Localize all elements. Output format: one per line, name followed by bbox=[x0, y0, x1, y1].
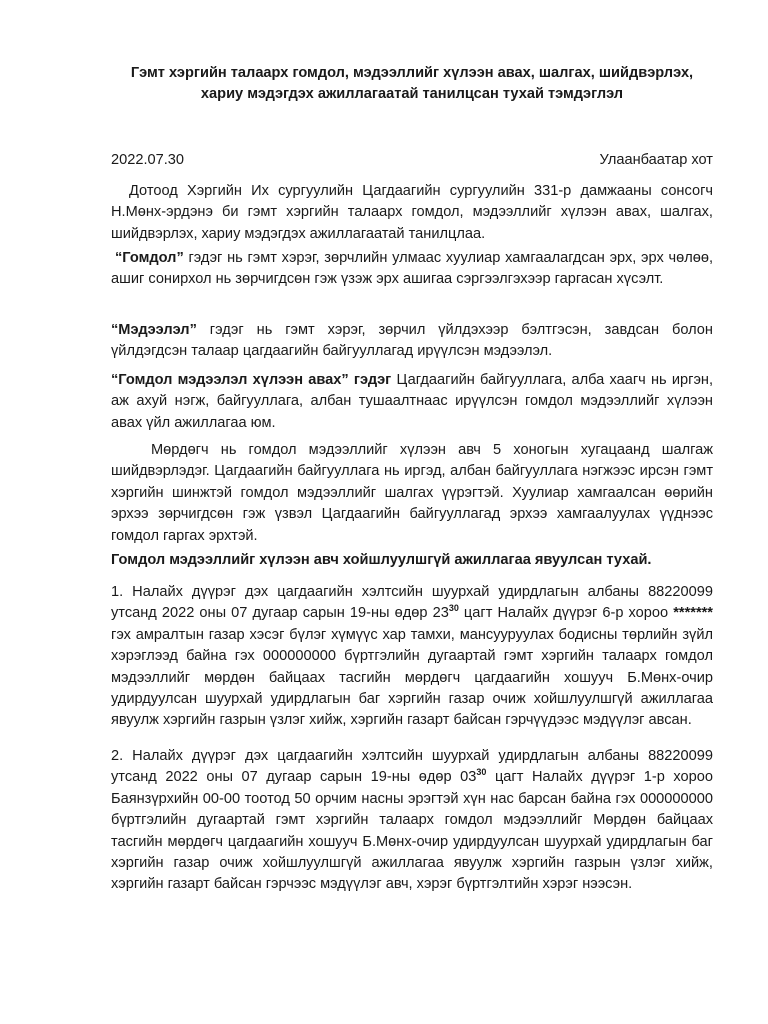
section-heading: Гомдол мэдээллийг хүлээн авч хойшлуулшгүй ажиллагаа явуулсан тухай. bbox=[111, 552, 652, 568]
title-line-1: Гэмт хэргийн талаарх гомдол, мэдээллийг хүлээн авах, шалгах, шийдвэрлэх, bbox=[130, 65, 694, 81]
definition-information-term: “Мэдээлэл” bbox=[111, 322, 197, 338]
case-2-part-1: 2. Налайх дүүрэг дэх цагдаагийн хэлтсийн шуурхай удирдлагын албаны 88220099 утсанд 2022 оны 07 дугаар сарын 19-ны өдөр 03 bbox=[111, 748, 713, 786]
case-1-part-2: цагт Налайх дүүрэг 6-р хороо bbox=[458, 605, 674, 622]
investigator-paragraph: Мөрдөгч нь гомдол мэдээллийг хүлээн авч 5 хоногын хугацаанд шалгаж шийдвэрлэдэг. Цагдаагийн байгууллага нь иргэд, албан байгууллага нэгжээс ирсэн гэмт хэргийн шинжтэй гомдол мэдээллийг шалгах үүрэгтэй. Хуулиар хамгаалсан өөрийн эрхээ зөрчигдсөн гэж үзвэл Цагдаагийн байгууллагад эрхээ хамгаалуулах үүднээс гомдол гаргах эрхтэй. bbox=[111, 442, 713, 544]
definition-complaint bbox=[111, 248, 713, 291]
title-line-2: хариу мэдэгдэх ажиллагаатай танилцсан тухай тэмдэглэл bbox=[200, 86, 624, 102]
definition-receiving-text: Цагдаагийн байгууллага, алба хаагч нь иргэн, аж ахуй нэгж, байгууллага, албан тушаалтнаас ирүүлсэн гомдол мэдээллийг хүлээн авах үйл ажиллагаа юм. bbox=[111, 372, 713, 431]
document-place: Улаанбаатар хот bbox=[599, 152, 713, 168]
case-1-paragraph bbox=[111, 582, 713, 732]
case-1-part-1: 1. Налайх дүүрэг дэх цагдаагийн хэлтсийн шуурхай удирдлагын албаны 88220099 утсанд 2022 оны 07 дугаар сарын 19-ны өдөр 23 bbox=[111, 584, 713, 622]
case-1-masked-name: ******* bbox=[673, 605, 713, 622]
definition-receiving-term: “Гомдол мэдээлэл хүлээн авах” гэдэг bbox=[111, 372, 392, 388]
intro-paragraph: Дотоод Хэргийн Их сургуулийн Цагдаагийн сургуулийн 331-р дамжааны сонсогч Н.Мөнх-эрдэнэ би гэмт хэргийн талаарх гомдол, мэдээллийг хүлээн авах, шалгах, шийдвэрлэх, хариу мэдэгдэх ажиллагаатай танилцлаа. bbox=[111, 183, 713, 242]
case-2-paragraph bbox=[111, 746, 713, 896]
case-1-time-superscript: 30 bbox=[448, 603, 459, 614]
definition-complaint-term: “Гомдол” bbox=[115, 250, 184, 266]
definition-information bbox=[111, 320, 713, 363]
definition-information-text: гэдэг нь гэмт хэрэг, зөрчил үйлдэхээр бэлтгэсэн, завдсан болон үйлдэгдсэн талаар цагдаагийн байгууллагад ирүүлсэн мэдээлэл. bbox=[111, 322, 713, 360]
document-date: 2022.07.30 bbox=[111, 152, 185, 168]
case-2-time-superscript: 30 bbox=[476, 767, 487, 778]
page-title bbox=[111, 63, 713, 105]
case-2-part-2: цагт Налайх дүүрэг 1-р хороо Баянзүрхийн 00-00 тоотод 50 орчим насны эрэгтэй хүн нас барсан байна гэх 000000000 бүртгэлийн дугаартай гэмт хэргийн талаарх гомдол мэдээллийг Мөрдөн байцаах тасгийн мөрдөгч цагдаагийн хошууч Б.Мөнх-очир удирдуулсан шуурхай удирдлагын баг хэргийн газар очиж хойшлуулшгүй ажиллагаа явуулж хэргийн газрын үзлэг хийж, хэргийн газарт байсан гэрчээс мэдүүлэг авч, хэрэг бүртгэлтийн хэрэг нээсэн. bbox=[111, 769, 713, 893]
definition-receiving bbox=[111, 370, 713, 434]
case-1-part-3: гэх амралтын газар хэсэг бүлэг хүмүүс хар тамхи, мансууруулах бодисны төрлийн зүйл хэрэглээд байна гэх 000000000 бүртгэлийн дугаартай гэмт хэргийн талаарх гомдол мэдээллийг мөрдөн байцаах тасгийн мөрдөгч цагдаагийн хошууч Б.Мөнх-очир удирдуулсан шуурхай удирдлагын баг хэргийн газар очиж хойшлуулшгүй ажиллагаа явуулж хэргийн газрын үзлэг хийж, хэргийн газарт байсан гэрчүүдээс мэдүүлэг авсан. bbox=[111, 626, 713, 729]
definition-complaint-text: гэдэг нь гэмт хэрэг, зөрчлийн улмаас хуулиар хамгаалагдсан эрх, эрх чөлөө, ашиг сонирхол нь зөрчигдсөн гэж үзэж эрх ашигаа сэргээлгэхээр гаргасан хүсэлт. bbox=[111, 250, 713, 288]
